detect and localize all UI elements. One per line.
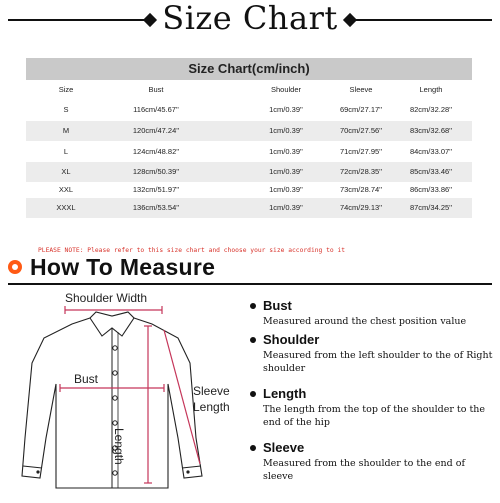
col-size: Size — [58, 85, 74, 94]
cell-size: XXL — [58, 185, 74, 194]
length-label: Length — [112, 428, 126, 465]
bust-label: Bust — [74, 372, 99, 386]
measure-item-sleeve — [250, 440, 495, 490]
cell-sleeve: 73cm/28.74'' — [339, 185, 383, 194]
title-divider-right — [352, 19, 492, 21]
cell-bust: 116cm/45.67'' — [133, 105, 179, 114]
cell-bust: 136cm/53.54'' — [132, 203, 180, 212]
cell-length: 85cm/33.46'' — [409, 167, 453, 176]
col-bust: Bust — [148, 85, 164, 94]
bullet-icon — [250, 303, 256, 309]
bullet-icon — [250, 445, 256, 451]
how-to-measure-heading-bar — [8, 256, 492, 286]
table-heading: Size Chart(cm/inch) — [26, 58, 472, 80]
table-row — [26, 198, 472, 218]
bullet-icon — [250, 337, 256, 343]
measure-item-text: The length from the top of the shoulder to the end of the hip — [263, 404, 486, 428]
measure-item-length — [250, 386, 495, 436]
cell-shoulder: 1cm/0.39'' — [269, 126, 303, 135]
col-length: Length — [419, 85, 443, 94]
size-chart-title-bar — [0, 0, 500, 42]
measure-item-title: Shoulder — [263, 332, 320, 347]
measure-item-text: Measured from the shoulder to the end of sleeve — [263, 458, 466, 482]
sleeve-label: Sleeve — [193, 384, 230, 398]
cell-length: 82cm/32.28'' — [409, 105, 453, 114]
measure-item-text: Measured from the left shoulder to the of Right shoulder — [263, 350, 493, 374]
size-note: PLEASE NOTE: Please refer to this size chart and choose your size according to it — [38, 247, 346, 254]
cell-shoulder: 1cm/0.39'' — [269, 147, 303, 156]
cell-sleeve: 71cm/27.95'' — [339, 147, 383, 156]
heading-underline — [8, 283, 492, 285]
cell-size: XL — [61, 167, 71, 176]
cell-sleeve: 72cm/28.35'' — [339, 167, 383, 176]
table-row — [26, 100, 472, 120]
col-shoulder: Shoulder — [270, 85, 302, 94]
col-sleeve: Sleeve — [349, 85, 373, 94]
cell-length: 86cm/33.86'' — [409, 185, 453, 194]
bullet-icon — [250, 391, 256, 397]
cell-shoulder: 1cm/0.39'' — [269, 167, 303, 176]
table-row — [26, 162, 472, 182]
cell-shoulder: 1cm/0.39'' — [269, 185, 303, 194]
cell-size: M — [62, 126, 70, 135]
how-to-measure-heading: How To Measure — [30, 254, 216, 280]
cell-bust: 124cm/48.82'' — [132, 147, 180, 156]
cell-length: 87cm/34.25'' — [409, 203, 453, 212]
measure-item-title: Bust — [263, 298, 292, 313]
table-row — [26, 121, 472, 141]
cell-bust: 132cm/51.97'' — [132, 185, 180, 194]
measure-item-text: Measured around the chest position value — [263, 316, 467, 327]
ring-icon — [8, 260, 22, 274]
shirt-measurement-diagram — [10, 288, 240, 498]
cell-length: 83cm/32.68'' — [409, 126, 453, 135]
sleeve-length-label: Length — [193, 400, 230, 414]
measure-item-title: Sleeve — [263, 440, 305, 455]
cell-bust: 120cm/47.24'' — [132, 126, 180, 135]
cell-sleeve: 74cm/29.13'' — [339, 203, 383, 212]
cell-shoulder: 1cm/0.39'' — [269, 105, 303, 114]
cell-bust: 128cm/50.39'' — [132, 167, 180, 176]
cell-size: S — [63, 105, 69, 114]
page-title: Size Chart — [162, 0, 338, 37]
measure-item-shoulder — [250, 332, 495, 382]
measure-item-title: Length — [263, 386, 307, 401]
cell-size: XXXL — [56, 203, 76, 212]
shoulder-width-label: Shoulder Width — [65, 291, 148, 305]
table-row — [26, 180, 472, 200]
cell-length: 84cm/33.07'' — [409, 147, 453, 156]
cell-size: L — [63, 147, 69, 156]
cell-sleeve: 69cm/27.17'' — [339, 105, 383, 114]
cell-shoulder: 1cm/0.39'' — [269, 203, 303, 212]
cell-sleeve: 70cm/27.56'' — [339, 126, 383, 135]
table-header-row — [26, 80, 472, 100]
table-row — [26, 142, 472, 162]
